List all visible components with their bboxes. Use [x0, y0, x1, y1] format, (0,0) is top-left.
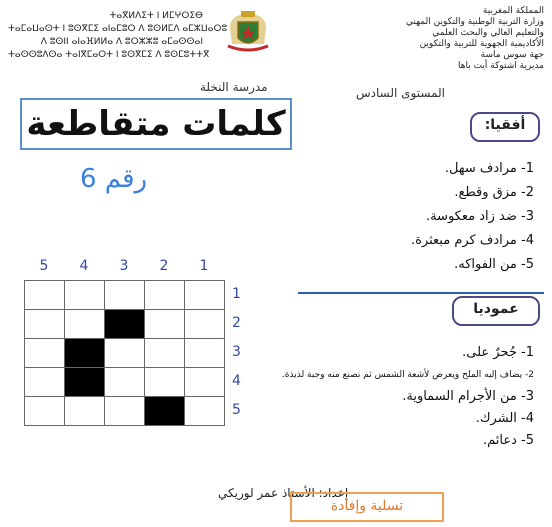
row-numbers	[232, 280, 252, 425]
author-credit: إعداد: الأستاذ عمر لوريكي	[218, 486, 349, 500]
clue-item: 1- مرادف سهل.	[444, 161, 534, 176]
tifinagh-line: ⴷ ⵓⵙⵏⵏ ⴰⵏⴰⴼⵍⵍⴰ ⴷ ⵓⵔⵣⵣⵓ ⴰⵎⴰⵙⵙⴰⵏ	[40, 37, 203, 47]
section-divider	[298, 292, 544, 294]
moroccan-coat-of-arms-icon	[224, 8, 272, 56]
row-number: 3	[232, 344, 241, 360]
horizontal-label: أفقيا:	[470, 112, 540, 142]
clue-item: 3- من الأجرام السماوية.	[402, 389, 534, 404]
clue-item: 5- دعائم.	[482, 433, 534, 448]
grid-cell-black	[65, 339, 105, 368]
tifinagh-line: ⵜⴰⴳⵍⴷⵉⵜ ⵏ ⵍⵎⵖⵔⵉⴱ	[109, 11, 203, 21]
vertical-label: عموديا	[452, 296, 540, 326]
grid-cell[interactable]	[65, 397, 105, 426]
grid-cell[interactable]	[25, 339, 65, 368]
grid-cell[interactable]	[185, 368, 225, 397]
row-number: 5	[232, 402, 241, 418]
clue-item: 1- جُحرٌ على.	[462, 345, 534, 360]
grid-cell[interactable]	[145, 368, 185, 397]
column-number: 5	[39, 258, 49, 274]
grid-cell[interactable]	[185, 310, 225, 339]
grid-cell[interactable]	[145, 339, 185, 368]
clue-item: 5- من الفواكه.	[454, 257, 534, 272]
column-numbers	[24, 258, 224, 274]
grid-cell[interactable]	[25, 368, 65, 397]
grid-cell[interactable]	[25, 310, 65, 339]
clue-item: 2- يضاف إليه الملح ويعرض لأشعة الشمس ثم نصنع منه وجبة لذيذة.	[281, 370, 534, 380]
grid-cell-black	[105, 310, 145, 339]
grid-cell[interactable]	[185, 397, 225, 426]
column-number: 3	[119, 258, 129, 274]
ministry-header	[312, 6, 544, 72]
row-number: 2	[232, 315, 241, 331]
column-number: 2	[159, 258, 169, 274]
crossword-grid[interactable]	[24, 280, 225, 426]
grid-cell[interactable]	[65, 281, 105, 310]
ministry-line: المملكة المغربية	[482, 6, 544, 16]
ministry-line: مديرية اشتوكة أيت باها	[457, 61, 544, 71]
clue-item: 4- الشرك.	[475, 411, 534, 426]
clue-item: 4- مرادف كرم مبعثرة.	[411, 233, 534, 248]
vertical-clues	[281, 342, 534, 452]
grid-cell[interactable]	[65, 310, 105, 339]
ministry-line: والتعليم العالي والبحث العلمي	[432, 28, 544, 38]
title-box	[20, 98, 292, 150]
grid-cell[interactable]	[185, 281, 225, 310]
grid-cell[interactable]	[25, 281, 65, 310]
horizontal-clues	[294, 157, 534, 277]
grid-cell-black	[65, 368, 105, 397]
grid-cell[interactable]	[105, 368, 145, 397]
tifinagh-header	[8, 10, 228, 62]
slogan-box: تسلية وإفادة	[290, 492, 444, 522]
grid-cell[interactable]	[105, 339, 145, 368]
school-name: مدرسة النخلة	[200, 80, 268, 94]
grid-cell[interactable]	[105, 281, 145, 310]
ministry-line: وزارة التربية الوطنية والتكوين المهني	[405, 17, 544, 27]
clue-item: 2- مزق وقطع.	[454, 185, 534, 200]
grid-cell[interactable]	[145, 310, 185, 339]
page-title: كلمات متقاطعة	[26, 104, 286, 144]
clue-item: 3- ضد زاد معكوسة.	[425, 209, 534, 224]
grid-cell-black	[145, 397, 185, 426]
row-number: 4	[232, 373, 241, 389]
tifinagh-line: ⵜⴰⵎⴰⵡⴰⵙⵜ ⵏ ⵓⵙⴳⵎⵉ ⴰⵏⴰⵎⵓⵔ ⴷ ⵓⵙⵍⵎⴷ ⴰⵎⵣⵡⴰⵔⵓ	[8, 24, 228, 34]
grade-level: المستوى السادس	[356, 86, 446, 100]
ministry-line: جهة سوس ماسة	[480, 50, 544, 60]
puzzle-number: رقم 6	[80, 164, 148, 194]
tifinagh-line: ⵜⴰⵙⵙⵓⴷⵙⴰ ⵜⴰⵏⴳⵎⴰⵔⵜ ⵏ ⵓⵙⴳⵎⵉ ⴷ ⵓⵙⵎⵓⵜⵜⴳ	[8, 50, 210, 60]
grid-cell[interactable]	[185, 339, 225, 368]
row-number: 1	[232, 286, 241, 302]
column-number: 1	[199, 258, 209, 274]
column-number: 4	[79, 258, 89, 274]
grid-cell[interactable]	[145, 281, 185, 310]
grid-cell[interactable]	[25, 397, 65, 426]
grid-cell[interactable]	[105, 397, 145, 426]
ministry-line: الأكاديمية الجهوية للتربية والتكوين	[419, 39, 544, 49]
